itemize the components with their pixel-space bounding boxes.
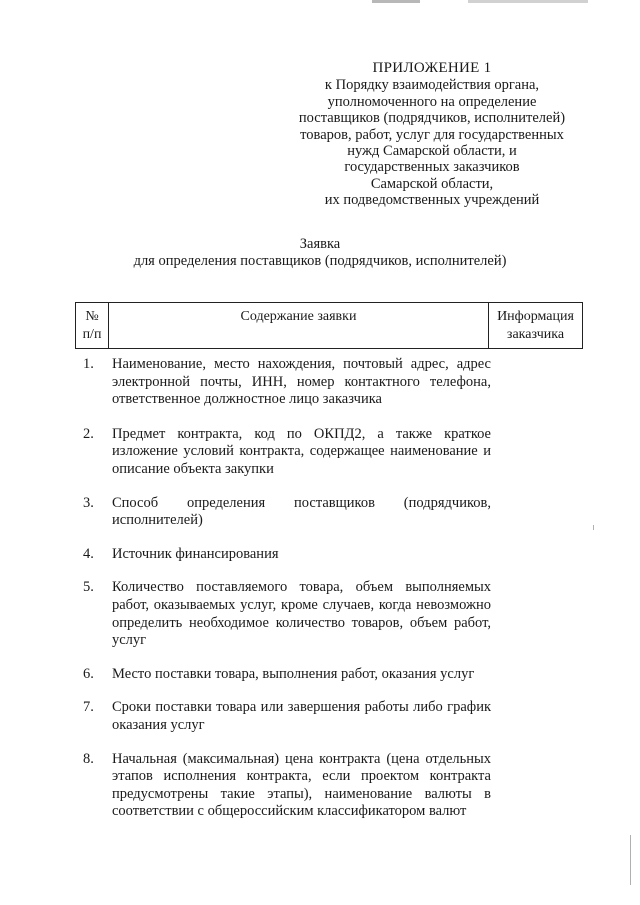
header-info-line: Информация — [497, 308, 574, 324]
item-text: Место поставки товара, выполнения работ, оказания услуг — [112, 665, 475, 682]
item-number: 4. — [83, 545, 94, 562]
scan-edge-mark — [630, 835, 631, 885]
header-info — [489, 303, 582, 348]
item-number: 2. — [83, 425, 94, 442]
appendix-line: поставщиков (подрядчиков, исполнителей) — [298, 110, 566, 127]
item-text: Способ определения поставщиков (подрядчиков, исполнителей) — [112, 494, 491, 529]
item-number: 3. — [83, 494, 94, 511]
request-subtitle: для определения поставщиков (подрядчиков, исполнителей) — [133, 253, 507, 269]
header-num-line: № — [85, 308, 99, 324]
appendix-title: ПРИЛОЖЕНИЕ 1 — [372, 60, 492, 76]
item-number: 1. — [83, 356, 94, 372]
appendix-header — [282, 60, 582, 209]
list-item — [83, 426, 491, 479]
appendix-line: к Порядку взаимодействия органа, — [324, 77, 540, 94]
appendix-line: Самарской области, — [370, 175, 494, 192]
item-text: Наименование, место нахождения, почтовый адрес, адрес электронной почты, ИНН, номер контактного телефона, ответственное должностное лицо заказчика — [112, 356, 491, 408]
appendix-line: их подведомственных учреждений — [324, 192, 540, 209]
request-title-block — [0, 236, 640, 270]
header-content-label: Содержание заявки — [240, 309, 357, 324]
list-item — [83, 495, 491, 530]
list-item — [83, 699, 491, 734]
appendix-line: уполномоченного на определение — [327, 93, 537, 110]
header-content — [109, 303, 489, 348]
header-num-line: п/п — [82, 326, 102, 342]
item-number: 8. — [83, 750, 94, 767]
item-text: Начальная (максимальная) цена контракта (цена отдельных этапов исполнения контракта, если проектом контракта предусмотрены такие этапы), наименование валюты в соответствии с общероссийским классификатором валют — [112, 750, 491, 820]
scan-artifact-top-left — [372, 0, 420, 3]
list-item — [83, 546, 491, 564]
appendix-line: нужд Самарской области, и — [347, 143, 517, 160]
item-text: Сроки поставки товара или завершения работы либо график оказания услуг — [112, 699, 491, 733]
scan-edge-mark-2 — [593, 525, 594, 530]
item-text: Предмет контракта, код по ОКПД2, а также краткое изложение условий контракта, содержащее наименование и описание объекта закупки — [112, 425, 491, 477]
scan-artifact-top-right — [468, 0, 588, 3]
item-number: 7. — [83, 699, 94, 716]
request-items — [83, 356, 491, 821]
appendix-line: государственных заказчиков — [344, 159, 520, 176]
list-item — [83, 356, 491, 409]
list-item — [83, 751, 491, 821]
item-text: Источник финансирования — [112, 545, 279, 562]
request-table-header — [75, 302, 583, 349]
appendix-line: товаров, работ, услуг для государственных — [300, 126, 564, 143]
header-num — [76, 303, 109, 348]
list-item — [83, 579, 491, 649]
item-number: 6. — [83, 665, 94, 682]
item-number: 5. — [83, 579, 94, 596]
item-text: Количество поставляемого товара, объем выполняемых работ, оказываемых услуг, кроме случаев, когда невозможно определить необходимое количество товаров, объем работ, услуг — [112, 579, 491, 649]
list-item — [83, 666, 491, 684]
header-info-line: заказчика — [506, 326, 565, 342]
request-title: Заявка — [299, 236, 341, 252]
